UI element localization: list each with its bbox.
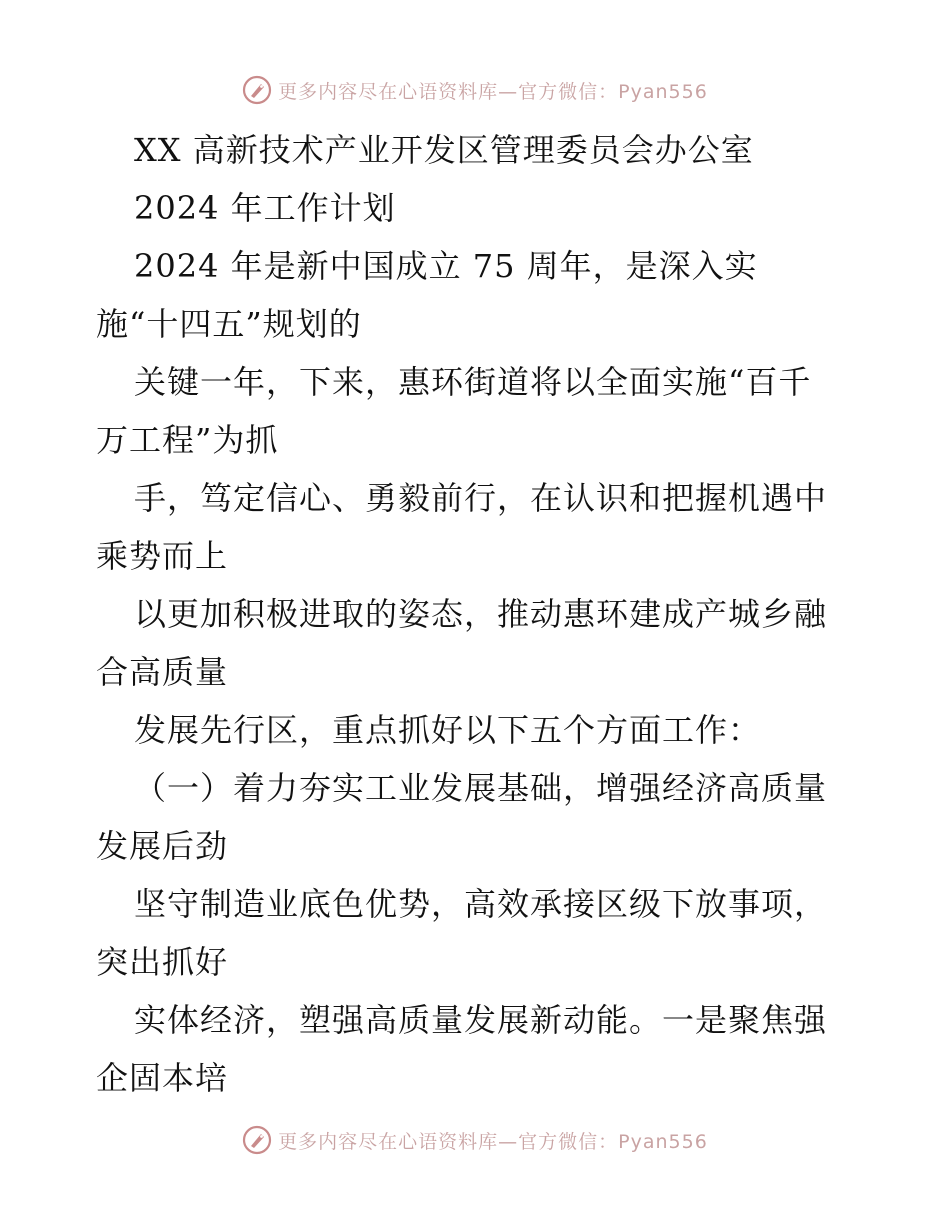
- paragraph-line: 坚守制造业底色优势，高效承接区级下放事项，: [134, 885, 828, 923]
- fountain-pen-seal-icon: [242, 75, 272, 105]
- paragraph-line: 万工程”为抓: [96, 421, 279, 459]
- paragraph-line: 企固本培: [96, 1059, 229, 1097]
- paragraph-line: 突出抓好: [96, 943, 229, 981]
- footer-watermark: [0, 1120, 950, 1160]
- paragraph-line: 合高质量: [96, 653, 229, 691]
- paragraph-line: 发展先行区，重点抓好以下五个方面工作：: [134, 711, 762, 749]
- paragraph-line: 手，笃定信心、勇毅前行，在认识和把握机遇中: [134, 479, 828, 517]
- doc-title-line-2: 2024 年工作计划: [134, 189, 396, 227]
- watermark-text: 更多内容尽在心语资料库—官方微信：Pyan556: [278, 1130, 708, 1153]
- paragraph-line: 乘势而上: [96, 537, 229, 575]
- doc-title-line-1: XX 高新技术产业开发区管理委员会办公室: [134, 131, 754, 169]
- paragraph-line: 实体经济，塑强高质量发展新动能。一是聚焦强: [134, 1001, 828, 1039]
- section-heading-line: 发展后劲: [96, 827, 229, 865]
- paragraph-line: 2024 年是新中国成立 75 周年，是深入实: [134, 247, 758, 285]
- section-heading-line: （一）着力夯实工业发展基础，增强经济高质量: [134, 769, 828, 807]
- fountain-pen-seal-icon: [242, 1125, 272, 1155]
- header-watermark: [0, 70, 950, 110]
- paragraph-line: 以更加积极进取的姿态，推动惠环建成产城乡融: [134, 595, 828, 633]
- paragraph-line: 施“十四五”规划的: [96, 305, 362, 343]
- watermark-text: 更多内容尽在心语资料库—官方微信：Pyan556: [278, 80, 708, 103]
- paragraph-line: 关键一年，下来，惠环街道将以全面实施“百千: [134, 363, 812, 401]
